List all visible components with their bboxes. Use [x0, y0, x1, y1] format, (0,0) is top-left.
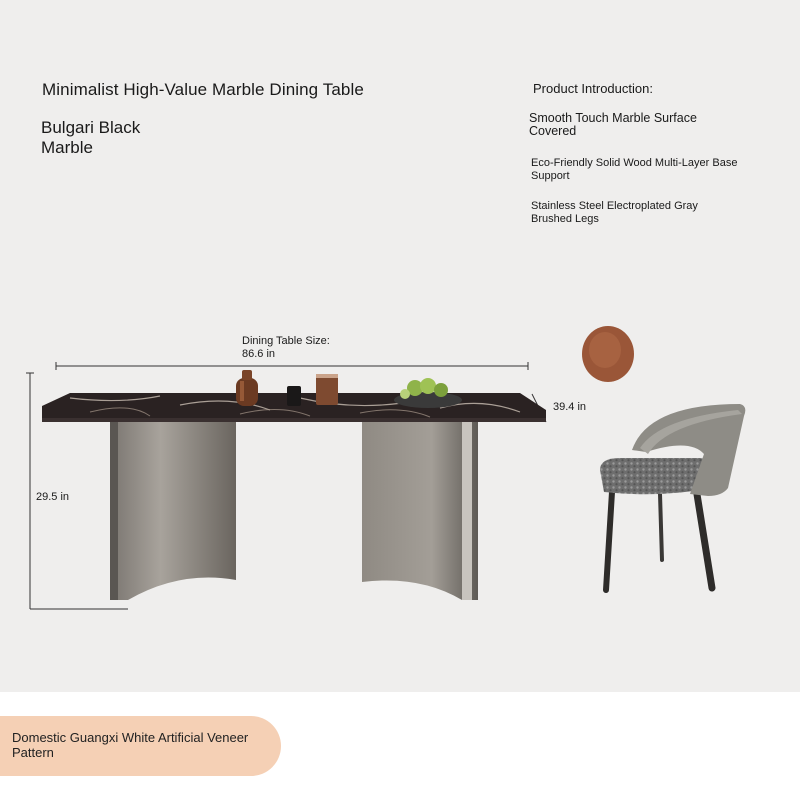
length-dimension-line	[56, 362, 528, 370]
candle-jar	[316, 374, 338, 405]
length-title: Dining Table Size:	[242, 335, 330, 347]
dark-cup	[287, 386, 301, 406]
amber-vase	[236, 370, 258, 406]
length-value: 86.6 in	[242, 348, 276, 360]
veneer-pattern-label: Domestic Guangxi White Artificial Veneer Pattern	[12, 730, 249, 760]
material-name: Bulgari Black Marble	[41, 118, 141, 157]
intro-heading: Product Introduction:	[533, 81, 653, 96]
dining-chair	[600, 404, 745, 590]
feature-marble-surface: Smooth Touch Marble Surface Covered	[529, 111, 697, 138]
height-value: 29.5 in	[36, 491, 70, 503]
feature-steel-legs: Stainless Steel Electroplated Gray Brushed Legs	[531, 200, 698, 225]
wood-swatch	[582, 326, 634, 382]
length-label	[242, 335, 330, 361]
product-title: Minimalist High-Value Marble Dining Table	[42, 80, 364, 99]
feature-wood-base: Eco-Friendly Solid Wood Multi-Layer Base Support	[531, 157, 738, 182]
depth-value: 39.4 in	[553, 401, 587, 413]
table-leg-right	[362, 418, 478, 600]
table-leg-left	[110, 418, 236, 600]
